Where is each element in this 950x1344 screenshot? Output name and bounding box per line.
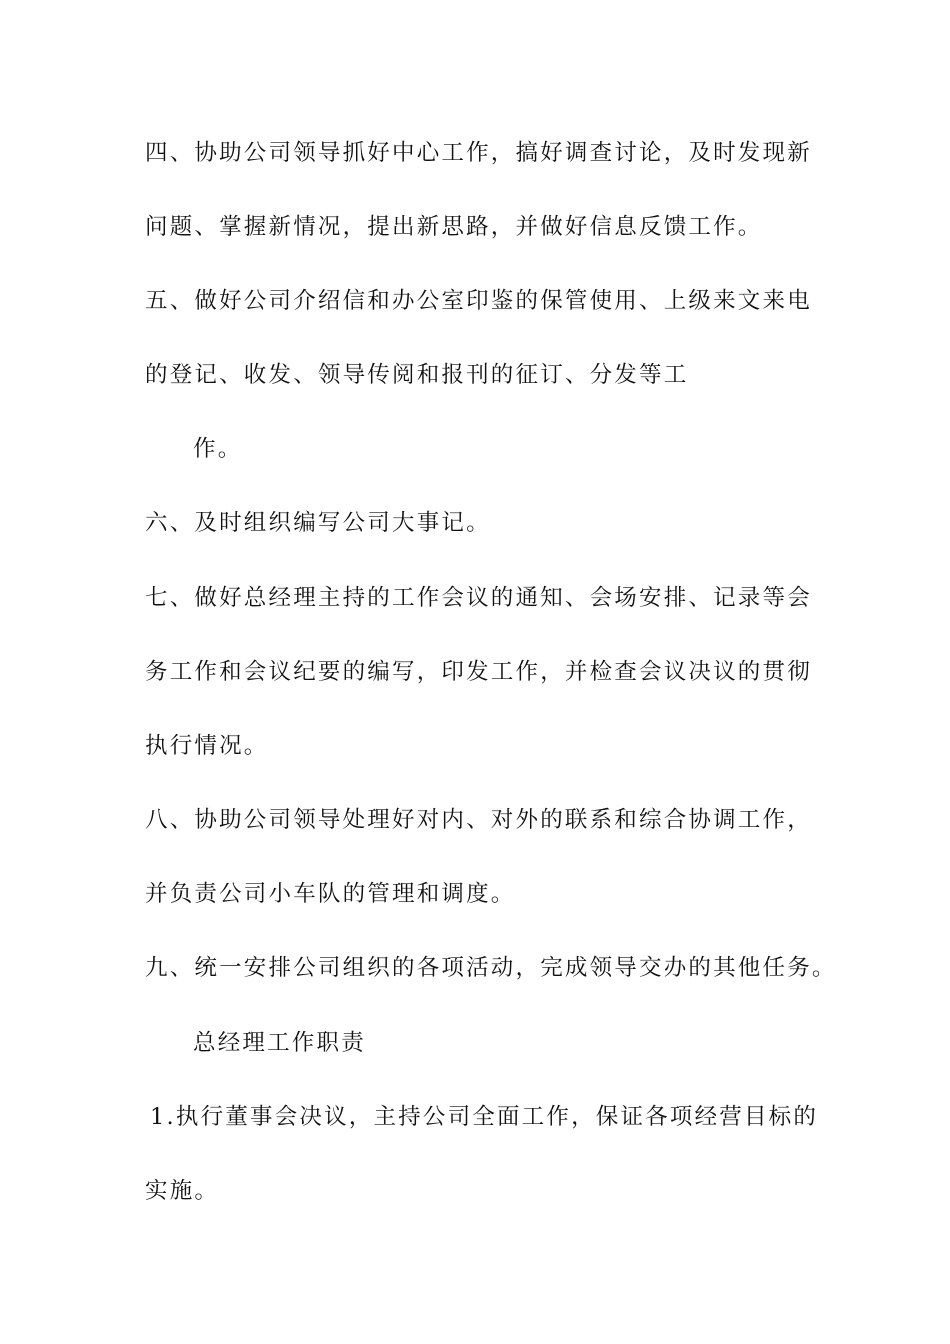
text-line: 问题、掌握新情况，提出新思路，并做好信息反馈工作。 bbox=[145, 214, 763, 240]
text-line: 的登记、收发、领导传阅和报刊的征订、分发等工 bbox=[145, 362, 689, 388]
text-line: 七、做好总经理主持的工作会议的通知、会场安排、记录等会 bbox=[145, 585, 812, 611]
section-heading: 总经理工作职责 bbox=[193, 1030, 366, 1056]
text-line: 作。 bbox=[193, 436, 243, 462]
text-line: 四、协助公司领导抓好中心工作，搞好调查讨论，及时发现新 bbox=[145, 140, 812, 166]
text-line: 实施。 bbox=[145, 1178, 220, 1204]
text-line: 执行情况。 bbox=[145, 733, 269, 759]
text-line: 八、协助公司领导处理好对内、对外的联系和综合协调工作， bbox=[145, 807, 812, 833]
text-line: 五、做好公司介绍信和办公室印鉴的保管使用、上级来文来电 bbox=[145, 288, 812, 314]
text-line: 务工作和会议纪要的编写，印发工作，并检查会议决议的贯彻 bbox=[145, 659, 812, 685]
text-line: 并负责公司小车队的管理和调度。 bbox=[145, 881, 516, 907]
text-line: 1.执行董事会决议，主持公司全面工作，保证各项经营目标的 bbox=[150, 1104, 819, 1130]
text-line: 六、及时组织编写公司大事记。 bbox=[145, 510, 491, 536]
text-line: 九、统一安排公司组织的各项活动，完成领导交办的其他任务。 bbox=[145, 955, 837, 981]
